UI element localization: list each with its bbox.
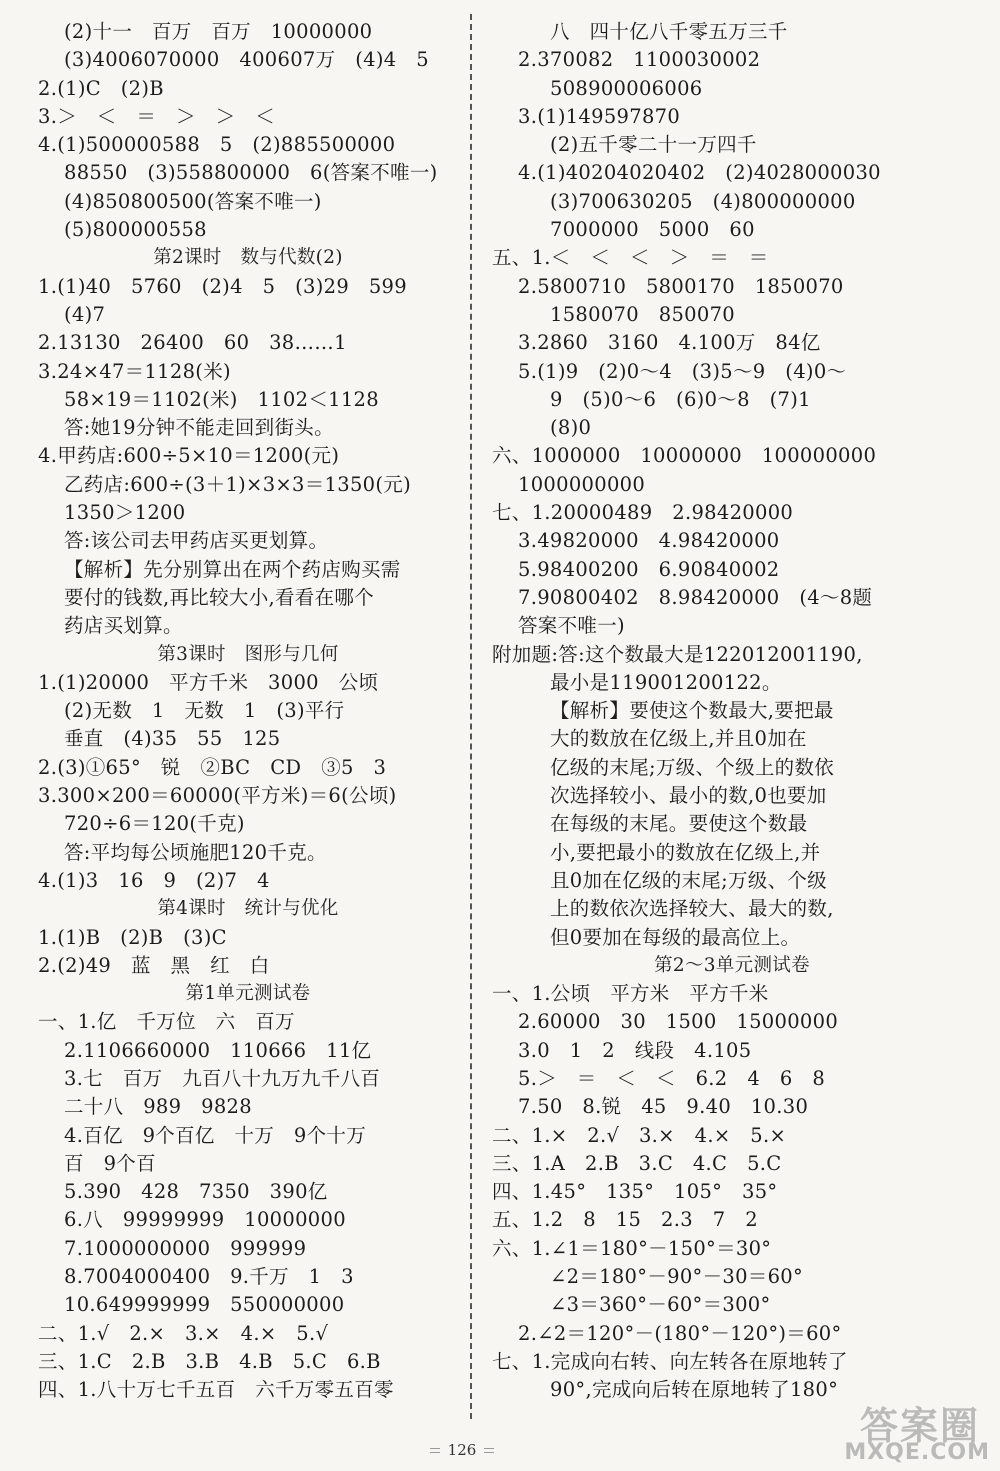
right-column-line: 2.∠2＝120°－(180°－120°)＝60° bbox=[518, 1321, 842, 1345]
left-column-line: 二十八 989 9828 bbox=[64, 1095, 252, 1119]
left-column-line: 答:她19分钟不能走回到街头。 bbox=[64, 416, 334, 440]
left-column-line: 三、1.C 2.B 3.B 4.B 5.C 6.B bbox=[38, 1349, 381, 1373]
left-column-line: 2.(1)C (2)B bbox=[38, 76, 164, 100]
left-column-line: 第1单元测试卷 bbox=[185, 983, 311, 1005]
left-column-line: 百 9个百 bbox=[64, 1151, 156, 1175]
right-column-line: 3.49820000 4.98420000 bbox=[518, 529, 780, 553]
left-column-line: 一、1.亿 千万位 六 百万 bbox=[38, 1010, 295, 1034]
left-column-line: 1350＞1200 bbox=[64, 501, 186, 525]
right-column-line: 三、1.A 2.B 3.C 4.C 5.C bbox=[492, 1151, 782, 1175]
right-column-line: 六、1000000 10000000 100000000 bbox=[492, 444, 877, 468]
left-column-line: 要付的钱数,再比较大小,看看在哪个 bbox=[64, 585, 374, 609]
right-column-line: 7000000 5000 60 bbox=[550, 218, 755, 242]
left-column-line: 2.(3)①65° 锐 ②BC CD ③5 3 bbox=[38, 755, 387, 779]
left-column-line: (2)无数 1 无数 1 (3)平行 bbox=[64, 699, 345, 723]
right-column-line: 在每级的末尾。要使这个数最 bbox=[550, 812, 808, 836]
right-column-line: 四、1.45° 135° 105° 35° bbox=[492, 1180, 778, 1204]
right-column-line: 1580070 850070 bbox=[550, 302, 735, 326]
right-column-line: 二、1.× 2.√ 3.× 4.× 5.× bbox=[492, 1123, 787, 1147]
right-column-line: 7.50 8.锐 45 9.40 10.30 bbox=[518, 1095, 809, 1119]
left-column-line: 1.(1)20000 平方千米 3000 公顷 bbox=[38, 670, 379, 694]
left-column-line: 4.(1)500000588 5 (2)885500000 bbox=[38, 133, 396, 157]
right-column-line: 次选择较小、最小的数,0也要加 bbox=[550, 784, 827, 808]
left-column-line: 58×19＝1102(米) 1102＜1128 bbox=[64, 387, 379, 411]
left-column-line: (4)850800500(答案不唯一) bbox=[64, 189, 322, 213]
left-column-line: 2.(2)49 蓝 黑 红 白 bbox=[38, 953, 270, 977]
left-column-line: 2.13130 26400 60 38……1 bbox=[38, 331, 347, 355]
right-column-line: 5.98400200 6.90840002 bbox=[518, 557, 780, 581]
right-column-line: 2.5800710 5800170 1850070 bbox=[518, 274, 844, 298]
left-column-line: 3.24×47＝1128(米) bbox=[38, 359, 231, 383]
left-column-line: 720÷6＝120(千克) bbox=[64, 812, 245, 836]
right-column-line: 2.60000 30 1500 15000000 bbox=[518, 1010, 839, 1034]
right-column-line: 【解析】要使这个数最大,要把最 bbox=[550, 699, 834, 723]
left-column-line: 二、1.√ 2.× 3.× 4.× 5.√ bbox=[38, 1321, 329, 1345]
right-column-line: 90°,完成向后转在原地转了180° bbox=[550, 1378, 839, 1402]
right-column-line: 3.(1)149597870 bbox=[518, 104, 681, 128]
right-column-line: 大的数放在亿级上,并且0加在 bbox=[550, 727, 807, 751]
right-column-line: (3)700630205 (4)800000000 bbox=[550, 189, 856, 213]
right-column-line: 最小是119001200122。 bbox=[550, 670, 782, 694]
left-column-line: 3.＞ ＜ ＝ ＞ ＞ ＜ bbox=[38, 104, 276, 128]
right-column-line: 4.(1)40204020402 (2)4028000030 bbox=[518, 161, 881, 185]
right-column-line: 3.2860 3160 4.100万 84亿 bbox=[518, 331, 821, 355]
left-column-line: 四、1.八十万七千五百 六千万零五百零 bbox=[38, 1378, 394, 1402]
right-column-line: 9 (5)0～6 (6)0～8 (7)1 bbox=[550, 387, 811, 411]
left-column-line: 88550 (3)558800000 6(答案不唯一) bbox=[64, 161, 438, 185]
right-column-line: 附加题:答:这个数最大是122012001190, bbox=[492, 642, 863, 666]
right-column-line: 小,要把最小的数放在亿级上,并 bbox=[550, 840, 821, 864]
right-column-line: 八 四十亿八千零五万三千 bbox=[550, 20, 788, 43]
right-column-line: 7.90800402 8.98420000 (4～8题 bbox=[518, 585, 873, 609]
right-column-line: 3.0 1 2 线段 4.105 bbox=[518, 1038, 752, 1062]
left-column-line: 3.300×200＝60000(平方米)＝6(公顷) bbox=[38, 784, 397, 808]
left-column-line: (5)800000558 bbox=[64, 218, 207, 242]
right-column-line: 亿级的末尾;万级、个级上的数依 bbox=[550, 755, 835, 779]
left-column-line: 第4课时 统计与优化 bbox=[157, 898, 339, 920]
right-column-line: 但0要加在每级的最高位上。 bbox=[550, 925, 801, 949]
left-column-line: 1.(1)B (2)B (3)C bbox=[38, 925, 227, 949]
right-column-line: 1000000000 bbox=[518, 472, 646, 496]
left-column-line: 2.1106660000 110666 11亿 bbox=[64, 1038, 372, 1062]
left-column-line: 8.7004000400 9.千万 1 3 bbox=[64, 1265, 354, 1289]
left-column-line: 【解析】先分别算出在两个药店购买需 bbox=[64, 557, 401, 581]
watermark-logo: 答案圈 bbox=[859, 1404, 980, 1448]
right-column-line: 且0加在亿级的末尾;万级、个级 bbox=[550, 868, 827, 892]
left-column-line: 5.390 428 7350 390亿 bbox=[64, 1180, 328, 1204]
left-column-line: 7.1000000000 999999 bbox=[64, 1236, 307, 1260]
watermark-url: MXQE.COM bbox=[844, 1440, 990, 1465]
page-number-footer bbox=[430, 1436, 494, 1464]
left-column-line: 1.(1)40 5760 (2)4 5 (3)29 599 bbox=[38, 274, 407, 298]
right-column-line: 508900006006 bbox=[550, 76, 703, 100]
left-column-line: 3.七 百万 九百八十九万九千八百 bbox=[64, 1066, 381, 1090]
right-column-line: 5.＞ ＝ ＜ ＜ 6.2 4 6 8 bbox=[518, 1066, 826, 1090]
right-column-line: 答案不唯一) bbox=[518, 614, 625, 638]
right-column-line: (8)0 bbox=[550, 416, 592, 440]
left-column-line: 垂直 (4)35 55 125 bbox=[64, 727, 281, 751]
right-column-line: 七、1.完成向右转、向左转各在原地转了 bbox=[492, 1349, 848, 1373]
right-column-line: ∠3＝360°－60°＝300° bbox=[550, 1293, 771, 1317]
left-column-line: (2)十一 百万 百万 10000000 bbox=[64, 20, 373, 43]
right-column-line: 一、1.公顷 平方米 平方千米 bbox=[492, 982, 769, 1006]
left-column-line: 10.649999999 550000000 bbox=[64, 1293, 345, 1317]
right-column-line: (2)五千零二十一万四千 bbox=[550, 133, 757, 157]
left-column-line: 乙药店:600÷(3＋1)×3×3＝1350(元) bbox=[64, 472, 411, 496]
right-column-line: ∠2＝180°－90°－30＝60° bbox=[550, 1265, 804, 1289]
right-column-line: 五、1.＜ ＜ ＜ ＞ ＝ ＝ bbox=[492, 246, 769, 270]
left-column-line: 6.八 99999999 10000000 bbox=[64, 1208, 346, 1232]
right-column-line: 六、1.∠1＝180°－150°＝30° bbox=[492, 1236, 772, 1260]
left-column-line: 第2课时 数与代数(2) bbox=[153, 247, 343, 269]
left-column bbox=[38, 18, 458, 1405]
left-column-line: 4.甲药店:600÷5×10＝1200(元) bbox=[38, 444, 340, 468]
left-column-line: 4.百亿 9个百亿 十万 9个十万 bbox=[64, 1123, 367, 1147]
page-number: 126 bbox=[440, 1436, 485, 1464]
left-column-line: 答:该公司去甲药店买更划算。 bbox=[64, 529, 329, 553]
column-divider bbox=[470, 14, 472, 1419]
right-column-line: 2.370082 1100030002 bbox=[518, 48, 761, 72]
right-column-line: 上的数依次选择较大、最大的数, bbox=[550, 897, 834, 921]
left-column-line: 答:平均每公顷施肥120千克。 bbox=[64, 840, 327, 864]
watermark bbox=[742, 1395, 992, 1465]
left-column-line: 药店买划算。 bbox=[64, 614, 183, 638]
left-column-line: 4.(1)3 16 9 (2)7 4 bbox=[38, 868, 270, 892]
right-column-line: 5.(1)9 (2)0～4 (3)5～9 (4)0～ bbox=[518, 359, 847, 383]
left-column-line: (4)7 bbox=[64, 302, 106, 326]
right-column-line: 七、1.20000489 2.98420000 bbox=[492, 501, 794, 525]
left-column-line: 第3课时 图形与几何 bbox=[157, 643, 339, 665]
right-column-line: 第2～3单元测试卷 bbox=[654, 954, 810, 976]
right-column-line: 五、1.2 8 15 2.3 7 2 bbox=[492, 1208, 758, 1232]
left-column-line: (3)4006070000 400607万 (4)4 5 bbox=[64, 48, 429, 72]
right-column bbox=[492, 18, 972, 1405]
